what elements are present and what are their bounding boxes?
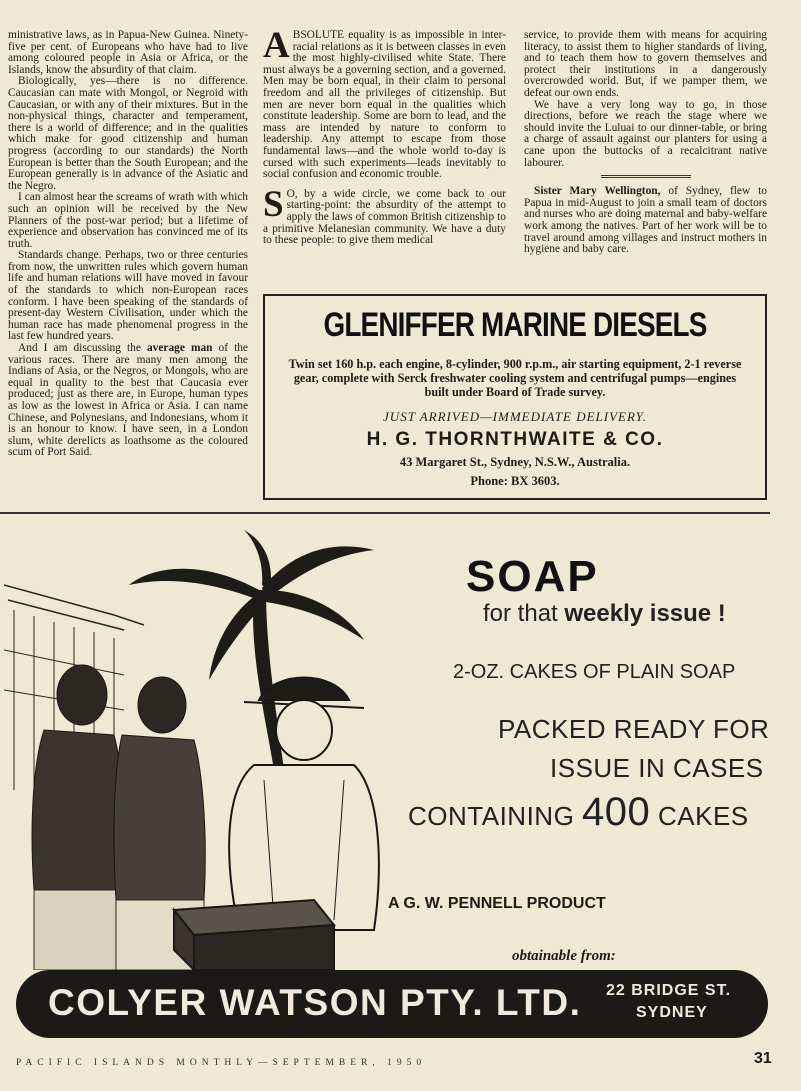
col3-paragraph-3 (524, 186, 767, 256)
dealer-banner (16, 970, 768, 1038)
soap-ad-illustration (4, 530, 424, 970)
drop-cap-s: S (263, 183, 284, 225)
dealer-street: 22 BRIDGE ST. (606, 982, 732, 999)
col1-paragraph-4: Standards change. Perhaps, two or three centuries from now, the unwritten rules which govern human life and human relations will have moved in favour of the standards to which non-European races conform. I have been speaking of the standards of present-day Western Civilisation, under which the human race has made phenomenal progress in the last few hundred years. (8, 249, 248, 343)
page-divider-rule (0, 512, 770, 514)
islander-man-left (32, 665, 126, 970)
article-column-3 (524, 30, 767, 256)
col1-p5-emphasis: average man (146, 342, 213, 355)
col1-paragraph-2: Biologically, yes—there is no difference. Caucasian can mate with Mongol, or Negroid with Caucasian, or with any of their mixtures. But in the non-physical things, character and temperament, there is a world of difference; and in the qualities which make for good citizenship and human progress (according to our standards) the North European is better than the South European; and the European generally is in advance of the Asiatic and the Negro. (8, 75, 248, 192)
gleniffer-phone: Phone: BX 3603. (470, 474, 560, 488)
soap-tagline (483, 600, 726, 628)
col3-p3-name: Sister Mary Wellington, (534, 185, 661, 198)
gleniffer-company: H. G. THORNTHWAITE & CO. (366, 429, 664, 450)
col2-p1-text: BSOLUTE equality is as impossible in inter-racial relations as it is between classes in even the most highly-civilised white State. There must always be a governing section, and a governed. Men may be born equal, in their claim to personal freedom and all the privileges of citizenship. But men are never born equal in the qualities which constitute leadership. Some are born to lead, and the mass are intended by nature to conform to leadership. Any attempt to escape from those fundamental laws—and the whole world to-day is cursed with such experiments—leads inevitably to social confusion and economic trouble. (263, 29, 506, 181)
soap-tagline-emphasis: weekly issue ! (564, 600, 726, 627)
soap-line-containing (408, 790, 749, 835)
gleniffer-arrival-note: JUST ARRIVED—IMMEDIATE DELIVERY. (383, 409, 647, 424)
col1-p5-rest: of the various races. There are many men among the Indians of Asia, or the Negros, or Mongols, who are equal in quality to the best that Caucasia ever produced; just as there are, in Europe, human types as low as the lowest in Africa or Asia. I can name Chinese, and Polynesians, and Indonesians, whom it is an honour to know. I have seen, in a London slum, white derelicts as loathsome as the coloured scum of Port Said. (8, 342, 248, 459)
col1-paragraph-5 (8, 343, 248, 459)
soap-containing-lead: CONTAINING (408, 801, 583, 831)
col2-paragraph-1 (263, 25, 506, 181)
col2-paragraph-2 (263, 183, 506, 247)
col3-paragraph-1: service, to provide them with means for acquiring literacy, to assist them to higher standards of living, and to teach them how to govern themselves and protect their institutions in a dangerously overcrowded world. But, if we pamper them, we defeat our own ends. (524, 29, 767, 99)
soap-crate-illustration (174, 900, 334, 970)
soap-line-cakes: 2-OZ. CAKES OF PLAIN SOAP (453, 661, 736, 683)
magazine-masthead-footer: PACIFIC ISLANDS MONTHLY—SEPTEMBER, 1950 (16, 1058, 427, 1068)
soap-line-issue: ISSUE IN CASES (550, 753, 764, 783)
article-column-2 (263, 25, 506, 247)
soap-line-packed: PACKED READY FOR (498, 714, 770, 744)
col3-paragraph-2: We have a very long way to go, in those directions, before we reach the stage where we should invite the Luluai to our dinner-table, or bring a charge of assault against our planters for using a cane upon the buttocks of a recalcitrant native labourer. (524, 98, 767, 169)
soap-containing-tail: CAKES (650, 801, 749, 831)
gleniffer-diesels-ad (263, 294, 767, 500)
drop-cap-a: A (263, 25, 290, 66)
pennell-product-line: A G. W. PENNELL PRODUCT (388, 895, 606, 912)
col3-p3-text: of Sydney, flew to Papua in mid-August to join a small team of doctors and nurses who are doing maternal and baby-welfare work among the natives. Part of her work will be to travel around among villages and instruct mothers in hygiene and baby care. (524, 185, 767, 256)
dealer-name: COLYER WATSON PTY. LTD. (48, 982, 582, 1023)
palm-tree-illustration (129, 530, 374, 770)
gleniffer-headline: GLENIFFER MARINE DIESELS (323, 306, 707, 344)
soap-headline: SOAP (466, 552, 599, 601)
col1-p5-lead: And I am discussing the (18, 342, 147, 355)
gleniffer-address: 43 Margaret St., Sydney, N.S.W., Australia. (399, 455, 631, 469)
col1-paragraph-3: I can almost hear the screams of wrath with which such an opinion will be received by the New Planners of the post-war period; but a lifetime of experience and observation has convinced me of its truth. (8, 191, 248, 250)
obtainable-from: obtainable from: (512, 948, 616, 964)
section-divider (601, 175, 691, 178)
col2-p2-text: O, by a wide circle, we come back to our starting-point: the absurdity of the attempt to apply the laws of common British citizenship to a primitive Melanesian community. We have a duty to these people: to give them medical (263, 187, 506, 247)
article-column-1 (8, 30, 248, 459)
page-number: 31 (754, 1050, 772, 1067)
col1-paragraph-1: ministrative laws, as in Papua-New Guinea. Ninety-five per cent. of Europeans who have had to live among coloured people in Asia or Africa, or the Islands, know the absurdity of that claim. (8, 29, 248, 76)
dealer-city: SYDNEY (636, 1004, 708, 1021)
gleniffer-specs: Twin set 160 h.p. each engine, 8-cylinder, 900 r.p.m., air starting equipment, 2-1 reverse gear, complete with Serck freshwater cooling system and centrifugal pumps—engines built under Board of Trade survey. (288, 357, 742, 399)
soap-cake-count: 400 (582, 790, 651, 834)
soap-tagline-lead: for that (483, 600, 565, 627)
man-in-hat (229, 678, 379, 931)
